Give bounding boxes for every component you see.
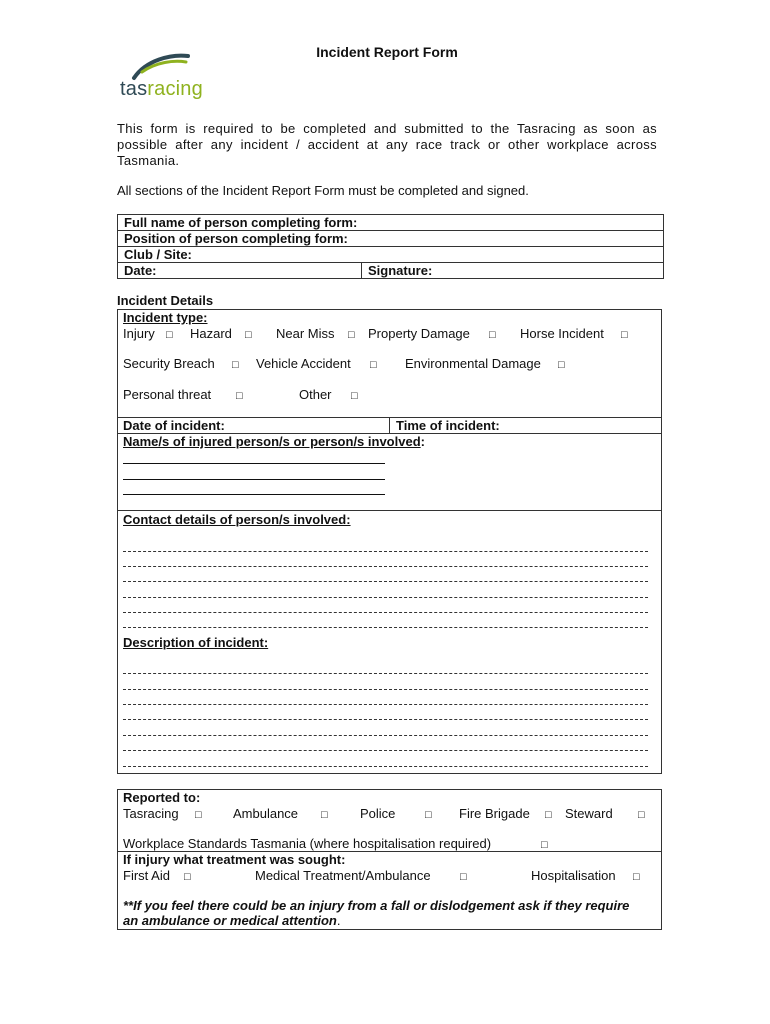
club-site-field[interactable]: Club / Site: [118, 247, 664, 263]
description-entry-line[interactable] [123, 719, 648, 720]
type-personal-threat-label: Personal threat [123, 387, 212, 402]
contact-entry-line[interactable] [123, 627, 648, 628]
hazard-checkbox[interactable]: □ [245, 329, 252, 341]
treatment-label: If injury what treatment was sought: [123, 852, 346, 867]
position-field[interactable]: Position of person completing form: [118, 231, 664, 247]
divider [117, 510, 662, 511]
description-entry-line[interactable] [123, 766, 648, 767]
workplace-standards-label: Workplace Standards Tasmania (where hospitalisation required) [123, 836, 492, 851]
fire-brigade-checkbox[interactable]: □ [545, 809, 552, 821]
description-label: Description of incident: [123, 635, 269, 650]
ambulance-checkbox[interactable]: □ [321, 809, 328, 821]
page-title: Incident Report Form [316, 44, 458, 60]
police-checkbox[interactable]: □ [425, 809, 432, 821]
logo-text-main: tas [120, 78, 148, 100]
ambulance-note-period: . [336, 913, 341, 928]
contact-entry-line[interactable] [123, 551, 648, 552]
incident-type-label: Incident type: [123, 310, 208, 325]
vehicle-accident-checkbox[interactable]: □ [370, 359, 377, 371]
treatment-first-aid-label: First Aid [123, 868, 170, 883]
description-entry-line[interactable] [123, 704, 648, 705]
environmental-damage-checkbox[interactable]: □ [558, 359, 565, 371]
incident-details-heading: Incident Details [117, 293, 214, 308]
near-miss-checkbox[interactable]: □ [348, 329, 355, 341]
contact-entry-line[interactable] [123, 612, 648, 613]
reported-to-label: Reported to: [123, 790, 201, 805]
name-entry-line[interactable] [123, 494, 385, 495]
full-name-field[interactable]: Full name of person completing form: [118, 215, 664, 231]
date-of-incident-field[interactable]: Date of incident: [123, 418, 225, 433]
workplace-standards-checkbox[interactable]: □ [541, 839, 548, 851]
involved-persons-label [123, 434, 425, 449]
security-breach-checkbox[interactable]: □ [232, 359, 239, 371]
contact-entry-line[interactable] [123, 597, 648, 598]
type-environmental-damage-label: Environmental Damage [405, 356, 541, 371]
horse-incident-checkbox[interactable]: □ [621, 329, 628, 341]
divider [389, 417, 390, 433]
type-vehicle-accident-label: Vehicle Accident [256, 356, 351, 371]
reporter-details-table [117, 214, 664, 279]
ambulance-note-text: **If you feel there could be an injury from a fall or dislodgement ask if they require an ambulance or medical attention [123, 898, 630, 928]
property-damage-checkbox[interactable]: □ [489, 329, 496, 341]
description-entry-line[interactable] [123, 689, 648, 690]
date-field[interactable]: Date: [118, 263, 362, 279]
time-of-incident-field[interactable]: Time of incident: [396, 418, 500, 433]
reported-steward-label: Steward [565, 806, 613, 821]
involved-persons-label-text: Name/s of injured person/s or person/s involved [123, 434, 421, 449]
contact-entry-line[interactable] [123, 581, 648, 582]
reported-ambulance-label: Ambulance [233, 806, 299, 821]
reported-police-label: Police [360, 806, 396, 821]
hospitalisation-checkbox[interactable]: □ [633, 871, 640, 883]
type-injury-label: Injury [123, 326, 155, 341]
name-entry-line[interactable] [123, 479, 385, 480]
reported-fire-brigade-label: Fire Brigade [459, 806, 530, 821]
reported-tasracing-label: Tasracing [123, 806, 179, 821]
injury-checkbox[interactable]: □ [166, 329, 173, 341]
description-entry-line[interactable] [123, 750, 648, 751]
logo-text-accent: racing [147, 78, 203, 100]
description-entry-line[interactable] [123, 673, 648, 674]
type-horse-incident-label: Horse Incident [520, 326, 604, 341]
type-near-miss-label: Near Miss [276, 326, 335, 341]
first-aid-checkbox[interactable]: □ [184, 871, 191, 883]
type-security-breach-label: Security Breach [123, 356, 215, 371]
type-other-label: Other [299, 387, 332, 402]
logo-wordmark [120, 78, 203, 101]
involved-persons-label-colon: : [420, 434, 425, 449]
other-checkbox[interactable]: □ [351, 390, 358, 402]
medical-treatment-checkbox[interactable]: □ [460, 871, 467, 883]
treatment-hospitalisation-label: Hospitalisation [531, 868, 616, 883]
contact-entry-line[interactable] [123, 566, 648, 567]
name-entry-line[interactable] [123, 463, 385, 464]
description-entry-line[interactable] [123, 735, 648, 736]
ambulance-note [123, 898, 643, 928]
tasracing-checkbox[interactable]: □ [195, 809, 202, 821]
instructions-paragraph: All sections of the Incident Report Form must be completed and signed. [117, 183, 529, 198]
personal-threat-checkbox[interactable]: □ [236, 390, 243, 402]
treatment-medical-label: Medical Treatment/Ambulance [255, 868, 431, 883]
intro-paragraph: This form is required to be completed and submitted to the Tasracing as soon as possible after any incident / accident at any race track or other workplace across Tasmania. [117, 121, 657, 168]
type-hazard-label: Hazard [190, 326, 232, 341]
type-property-damage-label: Property Damage [368, 326, 470, 341]
signature-field[interactable]: Signature: [362, 263, 664, 279]
steward-checkbox[interactable]: □ [638, 809, 645, 821]
contact-details-label: Contact details of person/s involved: [123, 512, 351, 527]
